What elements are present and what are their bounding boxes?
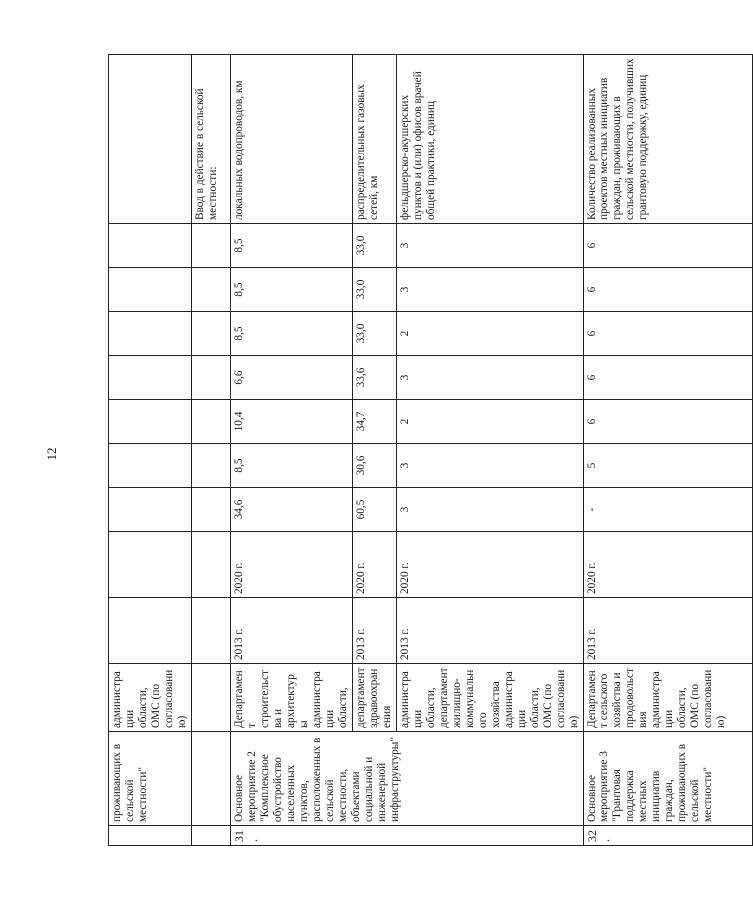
table-row — [396, 55, 583, 846]
start-year — [191, 598, 230, 664]
value-cell: 8,5 — [230, 312, 352, 356]
table-row — [352, 55, 396, 846]
value-cell — [191, 268, 230, 312]
value-cell: 3 — [396, 488, 583, 532]
value-cell: 6 — [583, 312, 752, 356]
value-cell: 34,7 — [352, 400, 396, 444]
end-year — [109, 532, 192, 598]
value-cell — [109, 400, 192, 444]
value-cell: 6 — [583, 400, 752, 444]
table-container — [108, 58, 728, 846]
value-cell — [109, 488, 192, 532]
indicator: распределительных газовых сетей, км — [352, 55, 396, 224]
value-cell: 6,6 — [230, 356, 352, 400]
start-year: 2013 г. — [352, 598, 396, 664]
measure-name: проживающих в сельской местности" — [109, 732, 192, 826]
table-row — [583, 55, 752, 846]
value-cell — [109, 312, 192, 356]
measure-name — [191, 732, 230, 826]
value-cell: 8,5 — [230, 224, 352, 268]
value-cell: 8,5 — [230, 268, 352, 312]
value-cell: 8,5 — [230, 444, 352, 488]
row-number — [191, 826, 230, 846]
table-row — [230, 55, 352, 846]
value-cell — [191, 312, 230, 356]
value-cell: - — [583, 488, 752, 532]
indicator-header: Ввод в действие в сельской местности: — [191, 55, 230, 224]
executor: администрации области, департамент жилищно-коммунального хозяйства администрации области, ОМС (по согласованию) — [396, 664, 583, 732]
indicator: локальных водопроводов, км — [230, 55, 352, 224]
value-cell — [191, 224, 230, 268]
indicator — [109, 55, 192, 224]
value-cell: 2 — [396, 400, 583, 444]
value-cell: 3 — [396, 444, 583, 488]
row-number — [109, 826, 192, 846]
value-cell — [191, 400, 230, 444]
table-row — [191, 55, 230, 846]
value-cell: 3 — [396, 268, 583, 312]
value-cell — [191, 356, 230, 400]
rotated-table-frame — [108, 58, 728, 846]
value-cell: 33,6 — [352, 356, 396, 400]
executor: Департамент строительства и архитектуры администрации области, — [230, 664, 352, 732]
measure-name: Основное мероприятие 2 "Комплексное обустройство населенных пунктов, расположенных в сельской местности, объектами социальной и инженерной инфраструктуры" — [230, 732, 583, 826]
row-number: 31. — [230, 826, 583, 846]
row-number: 32. — [583, 826, 752, 846]
end-year: 2020 г. — [583, 532, 752, 598]
start-year: 2013 г. — [583, 598, 752, 664]
start-year — [109, 598, 192, 664]
value-cell — [191, 444, 230, 488]
executor: Департамент сельского хозяйства и продовольствия администрации области, ОМС (по согласованию) — [583, 664, 752, 732]
value-cell: 2 — [396, 312, 583, 356]
value-cell: 33,0 — [352, 268, 396, 312]
measure-name: Основное мероприятие 3 "Грантовая поддержка местных инициатив граждан, проживающих в сельской местности" — [583, 732, 752, 826]
value-cell — [109, 444, 192, 488]
value-cell: 6 — [583, 356, 752, 400]
value-cell: 33,0 — [352, 312, 396, 356]
end-year: 2020 г. — [230, 532, 352, 598]
value-cell: 6 — [583, 268, 752, 312]
indicator: Количество реализованных проектов местных инициатив граждан, проживающих в сельской местности, получивших грантовую поддержку, единиц — [583, 55, 752, 224]
value-cell — [109, 268, 192, 312]
end-year — [191, 532, 230, 598]
value-cell — [109, 224, 192, 268]
start-year: 2013 г. — [230, 598, 352, 664]
executor: департамент здравоохранения — [352, 664, 396, 732]
end-year: 2020 г. — [352, 532, 396, 598]
value-cell: 5 — [583, 444, 752, 488]
start-year: 2013 г. — [396, 598, 583, 664]
value-cell: 3 — [396, 356, 583, 400]
value-cell: 30,6 — [352, 444, 396, 488]
value-cell: 3 — [396, 224, 583, 268]
page-number: 12 — [44, 447, 59, 461]
program-measures-table — [108, 54, 753, 846]
value-cell: 6 — [583, 224, 752, 268]
executor: администрации области, ОМС (по согласованию) — [109, 664, 192, 732]
value-cell: 10,4 — [230, 400, 352, 444]
value-cell: 60,5 — [352, 488, 396, 532]
value-cell: 33,0 — [352, 224, 396, 268]
indicator: фельдшерско-акушерских пунктов и (или) офисов врачей общей практики, единиц — [396, 55, 583, 224]
executor — [191, 664, 230, 732]
table-row — [109, 55, 192, 846]
value-cell — [191, 488, 230, 532]
value-cell: 34,6 — [230, 488, 352, 532]
value-cell — [109, 356, 192, 400]
end-year: 2020 г. — [396, 532, 583, 598]
